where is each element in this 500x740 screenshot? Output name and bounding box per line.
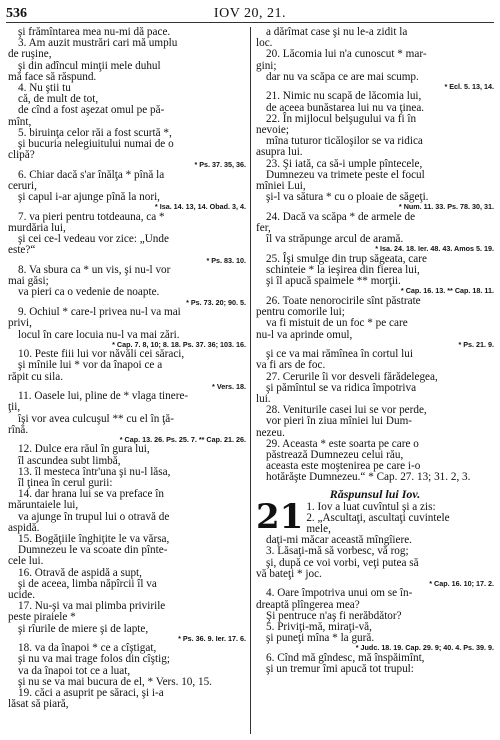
cross-reference: * Cap. 16. 13. ** Cap. 18. 11. (400, 286, 494, 296)
verse-line: ucide. (8, 588, 36, 601)
cross-reference: * Ps. 36. 9. Ier. 17. 6. (178, 633, 246, 643)
verse-line: 27. Cerurile îi vor desveli fărădelegea, (266, 370, 438, 383)
cross-reference: * Ps. 83. 10. (206, 255, 246, 265)
verse-line: peste piraiele * (8, 611, 76, 624)
verse-line: lui. (256, 392, 271, 405)
cross-reference: * Judc. 18. 19. Cap. 29. 9; 40. 4. Ps. 39. 9. (355, 643, 494, 653)
running-title: IOV 20, 21. (213, 6, 287, 21)
verse-line: loc. (256, 37, 273, 50)
verse-line: 20. Lăcomia lui n'a cunoscut * mar- (266, 48, 427, 61)
verse-line: 28. Veniturile casei lui se vor perde, (266, 404, 427, 417)
verse-line: 14. dar hrana lui se va preface în (18, 488, 164, 501)
chapter-line: mele, (306, 522, 331, 535)
verse-line: aspidă. (8, 521, 40, 534)
cross-reference: * Ps. 73. 20; 90. 5. (186, 297, 246, 307)
verse-line: 22. În mijlocul belşugului va fi în (266, 112, 417, 125)
chapter-line: 2. „Ascultaţi, ascultaţi cuvintele (306, 511, 450, 524)
verse-line: rînă. (8, 423, 29, 436)
verse-line: 15. Bogăţiile înghiţite le va vărsa, (18, 532, 170, 545)
section-heading: Răspunsul lui Iov. (329, 486, 421, 501)
verse-line: 25. Îşi smulge din trup săgeata, care (266, 252, 427, 265)
verse-line: şi cei ce-l vedeau vor zice: „Unde (18, 233, 169, 246)
verse-line: şi îl apucă spaimele ** morţii. (266, 275, 401, 288)
verse-line: va fi mistuit de un foc * pe care (266, 317, 408, 330)
verse-line: Şi pentruce n'aş fi nerăbdător? (266, 609, 402, 622)
verse-line: gini; (256, 59, 277, 72)
chapter-opening-lines (306, 502, 494, 536)
verse-line: cele lui. (8, 555, 44, 568)
verse-line: ceruri, (8, 180, 37, 193)
verse-line: şi nu se va mai bucura de el, * Vers. 10, 15. (18, 675, 212, 688)
verse-line: va ajunge în trupul lui o otravă de (18, 510, 170, 523)
verse-line: îl ţinea în cerul gurii: (18, 476, 113, 489)
cross-reference: * Cap. 7. 8, 10; 8. 18. Ps. 37. 36; 103. 16. (112, 339, 246, 349)
verse-line: Dumnezeu va trimete peste el focul (266, 168, 425, 181)
cross-reference: * Vers. 18. (212, 381, 246, 391)
verse-line: şi, după ce voi vorbi, veţi putea să (266, 556, 419, 569)
cross-reference: * Cap. 16. 10; 17. 2. (429, 578, 494, 588)
verse-line: şi un tremur îmi apucă tot trupul: (266, 663, 414, 675)
verse-line: fer, (256, 222, 271, 235)
verse-line: de ruşine, (8, 48, 52, 61)
verse-line: daţi-mi măcar această mîngîiere. (266, 534, 412, 547)
verse-line: murdăria lui, (8, 222, 66, 235)
verse-line: nu-l va aprinde omul, (256, 328, 353, 341)
verse-line: şi ce va mai rămînea în cortul lui (266, 348, 413, 361)
verse-line: răpit cu sila. (8, 370, 63, 383)
cross-reference: * Ps. 21. 9. (458, 339, 494, 349)
verse-line: privi, (8, 317, 32, 330)
verse-line: dreaptă plîngerea mea? (256, 598, 360, 611)
right-column (256, 27, 494, 675)
verse-line: lăsat să piară, (8, 698, 69, 711)
verse-line: 3. Lăsaţi-mă să vorbesc, vă rog; (266, 545, 409, 558)
verse-line: 7. va pieri pentru totdeauna, ca * (18, 210, 165, 223)
verse-line: 29. Aceasta * este soarta pe care o (266, 437, 419, 450)
verse-line: 18. va da înapoi * ce a cîştigat, (18, 642, 157, 655)
verse-line: şi din adîncul minţii mele duhul (18, 59, 161, 72)
verse-line: 4. Nu ştii tu (18, 82, 71, 95)
right-column-top (256, 27, 494, 484)
verse-line: 21. Nimic nu scapă de lăcomia lui, (266, 90, 422, 103)
verse-line: a dărîmat case şi nu le-a zidit la (266, 26, 408, 38)
cross-reference: * Cap. 13. 26. Ps. 25. 7. ** Cap. 21. 26. (119, 434, 246, 444)
verse-line: nevoie; (256, 124, 289, 137)
verse-line: 13. îl mesteca într'una şi nu-l lăsa, (18, 465, 171, 478)
verse-line: schinteie * la ieşirea din fierea lui, (266, 264, 420, 277)
verse-line: 24. Dacă va scăpa * de armele de (266, 210, 416, 223)
verse-line: 6. Chiar dacă s'ar înălţa * pînă la (18, 168, 165, 181)
verse-line: hotărăşte Dumnezeu.“ * Cap. 27. 13; 31. 2, 3. (266, 471, 471, 484)
verse-line: măruntaiele lui, (8, 499, 79, 512)
cross-reference: * Isa. 14. 13, 14. Obad. 3, 4. (154, 202, 246, 212)
verse-line: 16. Otravă de aspidă a supt, (18, 566, 142, 579)
verse-line: 26. Toate nenorocirile sînt păstrate (266, 294, 421, 307)
left-column (8, 27, 246, 710)
verse-line: îl va străpunge arcul de aramă. (266, 233, 404, 246)
verse-line: şi puneţi mîna * la gură. (266, 632, 375, 645)
verse-line: asupra lui. (256, 146, 303, 159)
column-divider (250, 27, 251, 734)
verse-line: 12. Dulce era răul în gura lui, (18, 443, 150, 456)
verse-line: aceasta este moştenirea pe care i-o (266, 460, 421, 473)
verse-line: va fi ars de foc. (256, 359, 326, 372)
chapter-start (256, 496, 494, 537)
verse-line: 9. Ochiul * care-l privea nu-l va mai (18, 306, 181, 319)
verse-line: vor pieri în ziua mîniei lui Dum- (266, 415, 413, 428)
verse-line: va da înapoi tot ce a luat, (18, 664, 131, 677)
verse-line: de aceea bunăstarea lui nu va ţinea. (266, 101, 425, 114)
verse-line: mîniei Lui, (256, 180, 306, 193)
verse-line: 23. Şi iată, ca să-i umple pîntecele, (266, 157, 423, 170)
right-column-bottom (256, 535, 494, 675)
verse-line: mînt, (8, 115, 32, 128)
verse-line: şi-l va sătura * cu o ploaie de săgeţi. (266, 191, 429, 204)
chapter-number: 21 (256, 496, 304, 537)
verse-line: păstrează Dumnezeu celui rău, (266, 448, 404, 461)
verse-line: mîna tuturor ticăloşilor se va ridica (266, 135, 423, 148)
verse-line: va pieri ca o vedenie de noapte. (18, 286, 160, 299)
verse-line: dar nu va scăpa ce are mai scump. (266, 70, 419, 83)
verse-line: şi mînile lui * vor da înapoi ce a (18, 359, 163, 372)
page-number: 536 (6, 6, 27, 21)
verse-line: şi capul i-ar ajunge pînă la nori, (18, 191, 160, 204)
verse-line: şi pămîntul se va ridica împotriva (266, 381, 417, 394)
cross-reference: * Ps. 37. 35, 36. (194, 160, 246, 170)
verse-line: mă face să răspund. (8, 70, 97, 83)
verse-line: şi nu va mai trage folos din cîştig; (18, 653, 170, 666)
verse-line: 17. Nu-şi va mai plimba privirile (18, 600, 166, 613)
verse-line: şi de aceea, limba năpîrcii îl va (18, 577, 157, 590)
verse-line: 5. Priviţi-mă, miraţi-vă, (266, 620, 372, 633)
verse-line: clipă? (8, 149, 35, 162)
verse-line: este?“ (8, 244, 36, 257)
verse-line: 19. căci a asuprit pe săraci, şi i-a (18, 687, 164, 700)
verse-line: 8. Va sbura ca * un vis, şi nu-l vor (18, 264, 171, 277)
header-rule (6, 22, 494, 23)
verse-line: că, de mult de tot, (18, 93, 99, 106)
verse-line: 4. Oare împotriva unui om se în- (266, 587, 413, 600)
verse-line: îl ascundea subt limbă, (18, 454, 121, 467)
verse-line: 6. Cînd mă gîndesc, mă înspăimînt, (266, 651, 425, 664)
verse-line: 5. biruinţa celor răi a fost scurtă *, (18, 126, 172, 139)
cross-reference: * Num. 11. 33. Ps. 78. 30, 31. (398, 202, 494, 212)
cross-reference: * Isa. 24. 18. Ier. 48. 43. Amos 5. 19. (375, 244, 494, 254)
verse-line: Dumnezeu le va scoate din pînte- (18, 544, 168, 557)
verse-line: pentru comorile lui; (256, 306, 345, 319)
verse-line: nezeu. (256, 426, 285, 439)
verse-line: 11. Oasele lui, pline de * vlaga tinere- (18, 390, 189, 403)
cross-reference: * Ecl. 5. 13, 14. (444, 82, 494, 92)
verse-line: şi frămîntarea mea nu-mi dă pace. (18, 26, 171, 38)
verse-line: mai găsi; (8, 275, 49, 288)
verse-line: şi rîurile de miere şi de lapte, (18, 622, 149, 635)
verse-line: locul în care locuia nu-l va mai zări. (18, 328, 180, 341)
verse-line: îşi vor avea culcuşul ** cu el în ţă- (18, 412, 174, 425)
chapter-line: 1. Iov a luat cuvîntul şi a zis: (306, 500, 436, 513)
verse-line: vă bateţi * joc. (256, 567, 322, 580)
verse-line: 10. Peste fiii lui vor năvăli cei săraci, (18, 348, 185, 361)
verse-line: 3. Am auzit mustrări cari mă umplu (18, 37, 178, 50)
verse-line: şi bucuria nelegiuitului numai de o (18, 138, 174, 151)
verse-line: de cînd a fost aşezat omul pe pă- (18, 104, 165, 117)
verse-line: ţii, (8, 401, 21, 414)
